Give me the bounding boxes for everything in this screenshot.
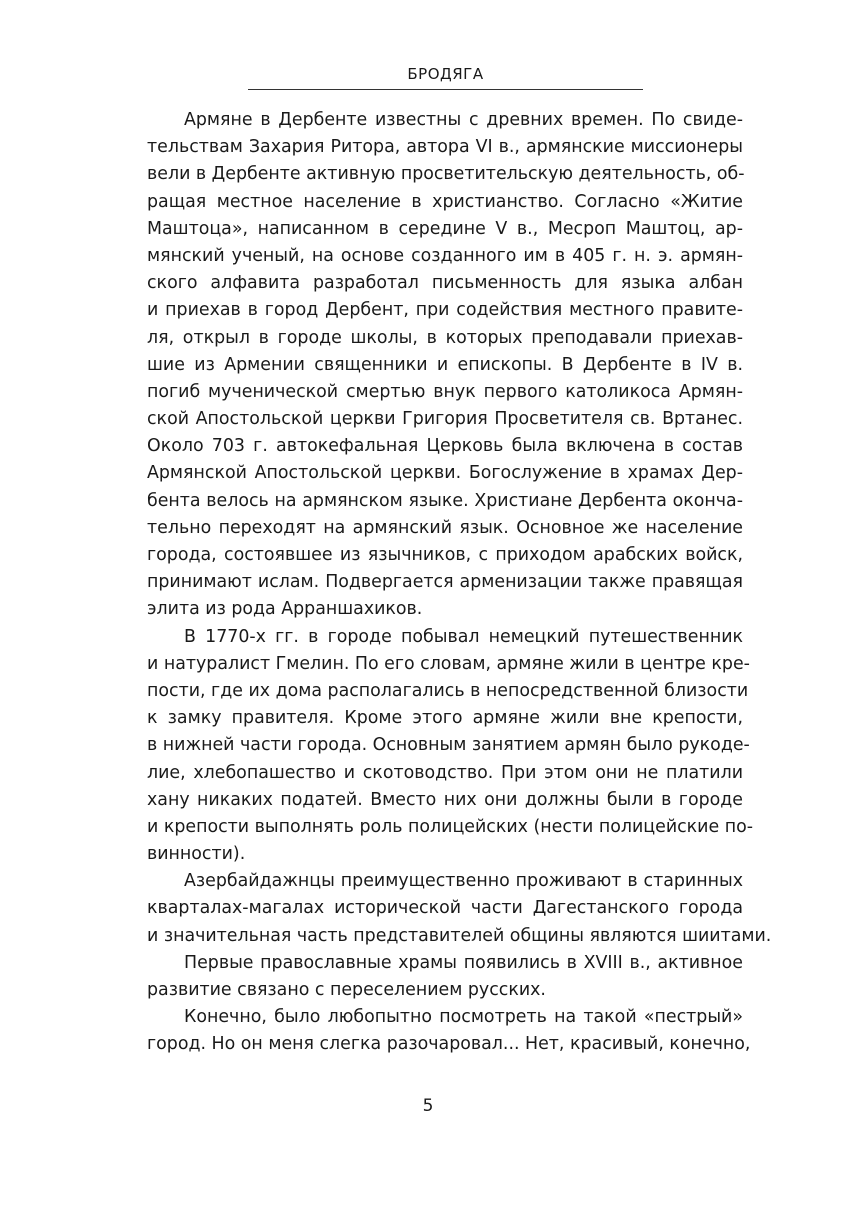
text-line: пости, где их дома располагались в непосредственной близости bbox=[147, 680, 749, 701]
text-line: элита из рода Арраншахиков. bbox=[147, 599, 423, 620]
text-line: кварталах-магалах исторической части Дагестанского города bbox=[147, 898, 743, 919]
text-line: мянский ученый, на основе созданного им в 405 г. н. э. армян- bbox=[147, 245, 743, 266]
text-line: и значительная часть представителей общины являются шиитами. bbox=[147, 925, 772, 946]
text-line: погиб мученической смертью внук первого католикоса Армян- bbox=[147, 381, 743, 402]
text-line: В 1770-х гг. в городе побывал немецкий путешественник bbox=[184, 626, 743, 647]
text-line: винности). bbox=[147, 844, 246, 865]
text-line: ской Апостольской церкви Григория Просветителя св. Вртанес. bbox=[147, 409, 743, 430]
text-line: принимают ислам. Подвергается арменизации также правящая bbox=[147, 572, 743, 593]
text-line: тельствам Захария Ритора, автора VI в., армянские миссионеры bbox=[147, 137, 743, 158]
text-line: Первые православные храмы появились в XVIII в., активное bbox=[184, 952, 743, 973]
text-line: к замку правителя. Кроме этого армяне жили вне крепости, bbox=[147, 708, 743, 729]
text-line: бента велось на армянском языке. Христиане Дербента оконча- bbox=[147, 490, 743, 511]
text-line: шие из Армении священники и епископы. В Дербенте в IV в. bbox=[147, 354, 743, 375]
header-rule bbox=[248, 89, 643, 90]
text-line: Армянской Апостольской церкви. Богослужение в храмах Дер- bbox=[147, 463, 743, 484]
text-line: развитие связано с переселением русских. bbox=[147, 980, 546, 1000]
text-line: тельно переходят на армянский язык. Основное же население bbox=[147, 517, 743, 538]
page-number: 5 bbox=[422, 1096, 434, 1116]
text-line: города, состоявшее из язычников, с приходом арабских войск, bbox=[147, 545, 743, 565]
text-line: и крепости выполнять роль полицейских (нести полицейские по- bbox=[147, 816, 753, 837]
text-line: ращая местное население в христианство. Согласно «Житие bbox=[147, 191, 743, 212]
text-line: лие, хлебопашество и скотоводство. При этом они не платили bbox=[147, 762, 743, 783]
text-line: Около 703 г. автокефальная Церковь была включена в состав bbox=[147, 436, 743, 457]
paragraph bbox=[147, 1004, 751, 1058]
text-line: хану никаких податей. Вместо них они должны были в городе bbox=[147, 789, 743, 810]
text-line: город. Но он меня слегка разочаровал... Нет, красивый, конечно, bbox=[147, 1034, 751, 1055]
running-header: БРОДЯГА bbox=[407, 65, 484, 83]
text-line: и натуралист Гмелин. По его словам, армяне жили в центре кре- bbox=[147, 653, 750, 674]
text-line: Маштоца», написанном в середине V в., Месроп Маштоц, ар- bbox=[147, 218, 743, 239]
text-line: Армяне в Дербенте известны с древних времен. По свиде- bbox=[184, 110, 743, 130]
text-line: и приехав в город Дербент, при содействия местного правите- bbox=[147, 300, 743, 321]
text-line: ского алфавита разработал письменность для языка албан bbox=[147, 273, 743, 294]
text-line: ля, открыл в городе школы, в которых преподавали приехав- bbox=[147, 327, 743, 348]
paragraph bbox=[147, 868, 772, 950]
text-line: вели в Дербенте активную просветительскую деятельность, об- bbox=[147, 164, 745, 185]
body-text bbox=[147, 107, 772, 1059]
text-line: Конечно, было любопытно посмотреть на такой «пестрый» bbox=[184, 1007, 743, 1028]
paragraph bbox=[147, 107, 743, 624]
text-line: в нижней части города. Основным занятием армян было рукоде- bbox=[147, 735, 750, 756]
text-line: Азербайдажнцы преимущественно проживают в старинных bbox=[184, 871, 743, 892]
paragraph bbox=[147, 624, 753, 869]
paragraph bbox=[147, 950, 743, 1004]
